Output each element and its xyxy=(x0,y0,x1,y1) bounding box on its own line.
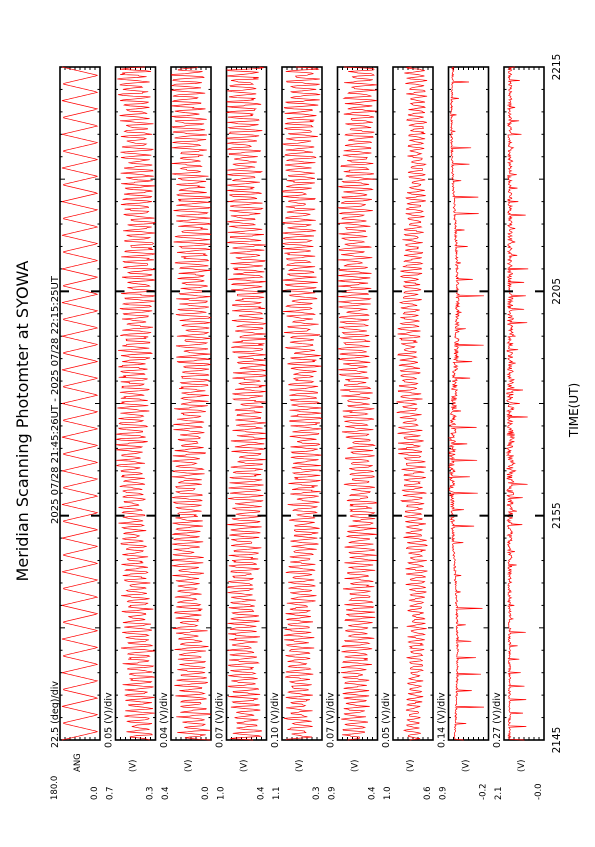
panel-4 xyxy=(215,67,267,800)
ylim-max-label: 0.7 xyxy=(105,786,116,800)
panel-3 xyxy=(159,67,211,800)
scale-label: 0.27 (V)/div xyxy=(492,692,503,748)
series-trace xyxy=(338,67,377,740)
panel-frame xyxy=(171,67,211,740)
panel-6 xyxy=(326,67,378,800)
series-trace xyxy=(283,67,322,740)
ylim-min-label: 0.3 xyxy=(312,786,322,800)
ylim-min-label: 0.4 xyxy=(256,786,267,800)
channel-label: (V) xyxy=(350,759,361,772)
ylim-min-label: 0.4 xyxy=(367,786,378,800)
series-trace xyxy=(507,67,529,740)
panel-7 xyxy=(381,67,433,800)
time-tick-label: 2205 xyxy=(551,277,563,305)
ylim-min-label: 0.3 xyxy=(145,786,156,800)
channel-label: (V) xyxy=(461,759,472,772)
channel-label: (V) xyxy=(406,759,416,772)
scale-label: 0.07 (V)/div xyxy=(214,692,226,748)
ylim-min-label: -0.0 xyxy=(534,783,544,800)
ylim-min-label: 0.0 xyxy=(201,786,211,800)
panel-2 xyxy=(104,67,156,800)
scale-label: 22.5 (deg)/div xyxy=(50,681,61,748)
ylim-max-label: 0.9 xyxy=(327,786,338,800)
scale-label: 0.05 (V)/div xyxy=(103,692,115,748)
time-tick-label: 2145 xyxy=(551,726,563,754)
channel-label: (V) xyxy=(239,759,250,772)
series-trace xyxy=(397,67,428,740)
chart-title: Meridian Scanning Photomter at SYOWA xyxy=(13,260,32,582)
ylim-max-label: 0.4 xyxy=(161,786,171,800)
ylim-max-label: 1.0 xyxy=(383,786,393,800)
channel-label: ANG xyxy=(73,753,83,772)
ylim-max-label: 1.1 xyxy=(272,786,282,800)
series-trace xyxy=(62,67,97,740)
scale-label: 0.10 (V)/div xyxy=(270,692,281,748)
series-trace xyxy=(116,67,155,740)
panel-5 xyxy=(270,67,322,800)
scale-label: 0.05 (V)/div xyxy=(381,692,392,748)
ylim-max-label: 180.0 xyxy=(50,775,60,800)
panel-frame xyxy=(338,67,378,740)
channel-label: (V) xyxy=(184,759,194,772)
time-tick-label: 2155 xyxy=(551,502,563,530)
channel-label: (V) xyxy=(517,759,527,772)
panel-frame xyxy=(60,67,100,740)
series-trace xyxy=(227,67,266,740)
scale-label: 0.14 (V)/div xyxy=(436,692,448,748)
ylim-max-label: 2.1 xyxy=(494,786,504,800)
x-axis-label: TIME(UT) xyxy=(567,382,581,438)
series-trace xyxy=(449,67,484,740)
panel-8 xyxy=(437,67,489,800)
ylim-min-label: 0.6 xyxy=(423,786,433,800)
panels-group xyxy=(50,67,544,800)
time-tick-label: 2215 xyxy=(551,53,563,81)
channel-label: (V) xyxy=(295,759,305,772)
ylim-min-label: -0.2 xyxy=(478,783,489,800)
scale-label: 0.07 (V)/div xyxy=(325,692,337,748)
series-trace xyxy=(172,67,211,740)
scale-label: 0.04 (V)/div xyxy=(159,692,170,748)
ylim-max-label: 1.0 xyxy=(216,786,227,800)
ylim-min-label: 0.0 xyxy=(90,786,100,800)
ylim-max-label: 0.9 xyxy=(438,786,449,800)
time-range-label: 2025 07/28 21:45:26UT - 2025 07/28 22:15:25UT xyxy=(50,276,61,524)
panel-9 xyxy=(492,67,544,800)
channel-label: (V) xyxy=(128,759,139,772)
